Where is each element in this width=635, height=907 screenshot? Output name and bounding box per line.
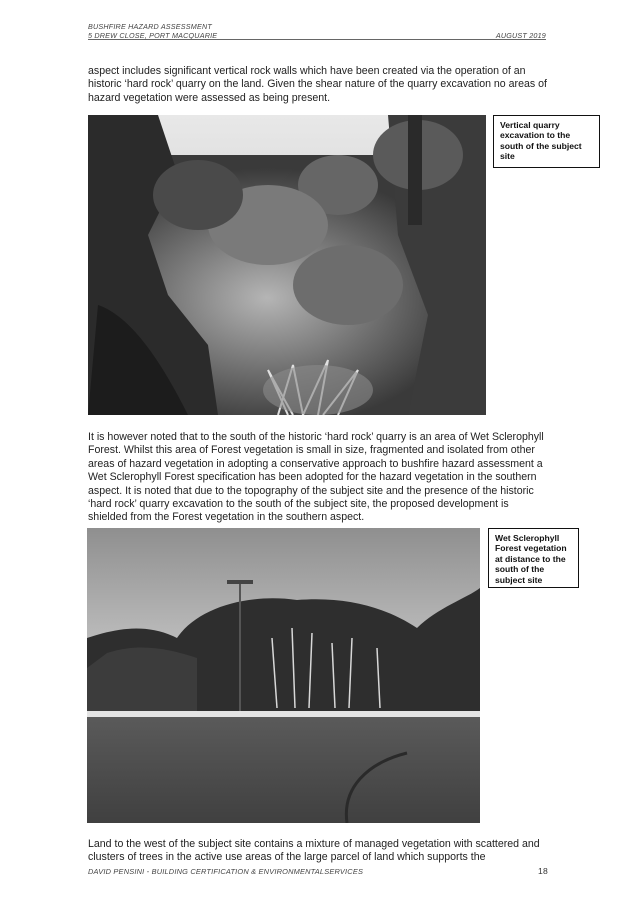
quarry-photo — [88, 115, 486, 415]
header-date: AUGUST 2019 — [495, 31, 546, 40]
page-header — [88, 22, 546, 40]
page-number: 18 — [538, 866, 548, 876]
forest-photo — [87, 528, 480, 823]
paragraph-wet-sclerophyll: It is however noted that to the south of the historic ‘hard rock’ quarry is an area of Wet Sclerophyll Forest. Whilst this area of Forest vegetation is small in size, fragmented and isolated from other areas of hazard vegetation in adopting a conservative approach to bushfire hazard assessment a Wet Sclerophyll Forest specification has been adopted for the hazard vegetation in the southern aspect. It is noted that due to the topography of the subject site and the presence of the historic ‘hard rock’ quarry excavation to the south of the subject site, the proposed development is shielded from the Forest vegetation in the southern aspect. — [88, 431, 544, 524]
header-title: BUSHFIRE HAZARD ASSESSMENT — [88, 22, 212, 31]
caption-quarry: Vertical quarry excavation to the south of the subject site — [493, 115, 600, 168]
header-rule — [88, 39, 546, 40]
paragraph-west-land: Land to the west of the subject site contains a mixture of managed vegetation with scattered and clusters of trees in the active use areas of the large parcel of land which supports the — [88, 838, 540, 864]
quarry-photo-image — [88, 115, 486, 415]
page-footer — [88, 867, 548, 876]
header-address: 5 DREW CLOSE, PORT MACQUARIE — [88, 31, 218, 40]
paragraph-quarry: aspect includes significant vertical rock walls which have been created via the operation of an historic ‘hard rock’ quarry on the land. Given the shear nature of the quarry excavation no areas of hazard vegetation were assessed as being present. — [88, 65, 547, 104]
footer-company: DAVID PENSINI - BUILDING CERTIFICATION & ENVIRONMENTALSERVICES — [88, 867, 364, 876]
forest-photo-image — [87, 528, 480, 823]
caption-forest: Wet Sclerophyll Forest vegetation at distance to the south of the subject site — [488, 528, 579, 588]
